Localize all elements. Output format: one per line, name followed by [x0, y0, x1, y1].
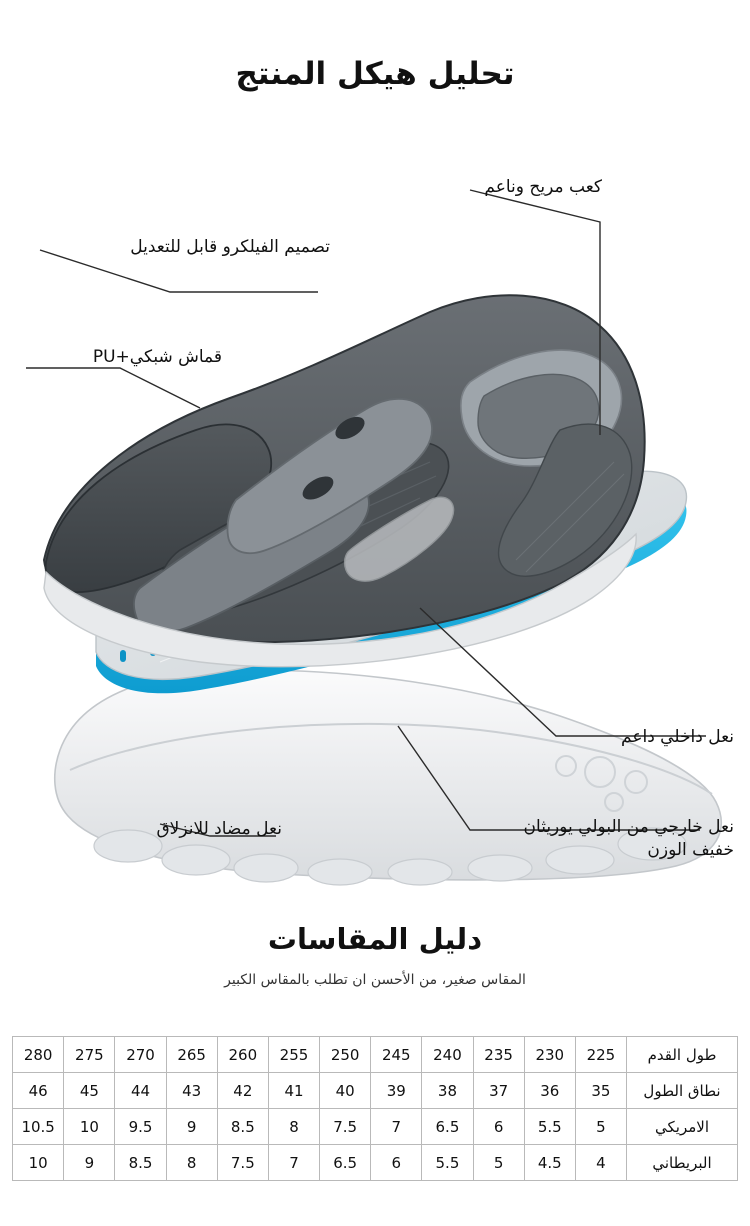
cell: 6 [371, 1145, 422, 1181]
cell: 37 [473, 1073, 524, 1109]
cell: 265 [166, 1037, 217, 1073]
cell: 225 [575, 1037, 626, 1073]
cell: 6.5 [422, 1109, 473, 1145]
size-guide-title: دليل المقاسات [267, 922, 483, 956]
cell: 8.5 [115, 1145, 166, 1181]
callout-outsole: نعل خارجي من البولي يوريثان خفيف الوزن [523, 817, 734, 860]
callout-antislip: نعل مضاد للانزلاق [156, 819, 282, 839]
size-table-wrapper [12, 1036, 738, 1181]
cell: 9 [166, 1109, 217, 1145]
cell: 4.5 [524, 1145, 575, 1181]
cell: 10.5 [13, 1109, 64, 1145]
cell: 230 [524, 1037, 575, 1073]
row-label: الامريكي [627, 1109, 738, 1145]
row-label: نطاق الطول [627, 1073, 738, 1109]
product-illustration [0, 130, 750, 900]
cell: 7.5 [320, 1109, 371, 1145]
cell: 36 [524, 1073, 575, 1109]
leader-material [26, 368, 200, 408]
callout-velcro: تصميم الفيلكرو قابل للتعديل [130, 237, 330, 257]
cell: 10 [13, 1145, 64, 1181]
size-table-body [13, 1037, 738, 1181]
cell: 7.5 [217, 1145, 268, 1181]
shoe-diagram-svg [0, 130, 750, 900]
cell: 42 [217, 1073, 268, 1109]
cell: 270 [115, 1037, 166, 1073]
cell: 260 [217, 1037, 268, 1073]
cell: 7 [371, 1109, 422, 1145]
cell: 6 [473, 1109, 524, 1145]
cell: 44 [115, 1073, 166, 1109]
cell: 5.5 [524, 1109, 575, 1145]
callout-material: قماش شبكي+PU [92, 347, 222, 367]
cell: 250 [320, 1037, 371, 1073]
cell: 5 [473, 1145, 524, 1181]
cell: 245 [371, 1037, 422, 1073]
callout-heel: كعب مريح وناعم [484, 177, 602, 197]
row-label: طول القدم [627, 1037, 738, 1073]
size-table [12, 1036, 738, 1181]
row-label: البريطاني [627, 1145, 738, 1181]
size-guide-subtitle: المقاس صغير، من الأحسن ان تطلب بالمقاس الكبير [224, 972, 526, 988]
cell: 8 [166, 1145, 217, 1181]
cell: 38 [422, 1073, 473, 1109]
cell: 35 [575, 1073, 626, 1109]
cell: 8 [268, 1109, 319, 1145]
cell: 41 [268, 1073, 319, 1109]
cell: 275 [64, 1037, 115, 1073]
cell: 240 [422, 1037, 473, 1073]
cell: 235 [473, 1037, 524, 1073]
page-title: تحليل هيكل المنتج [235, 56, 515, 92]
callout-insole: نعل داخلي داعم [621, 727, 734, 747]
cell: 9 [64, 1145, 115, 1181]
cell: 10 [64, 1109, 115, 1145]
table-row [13, 1073, 738, 1109]
table-row [13, 1037, 738, 1073]
cell: 43 [166, 1073, 217, 1109]
cell: 40 [320, 1073, 371, 1109]
cell: 45 [64, 1073, 115, 1109]
cell: 4 [575, 1145, 626, 1181]
table-row [13, 1109, 738, 1145]
table-row [13, 1145, 738, 1181]
cell: 255 [268, 1037, 319, 1073]
cell: 5.5 [422, 1145, 473, 1181]
cell: 9.5 [115, 1109, 166, 1145]
cell: 5 [575, 1109, 626, 1145]
cell: 46 [13, 1073, 64, 1109]
cell: 280 [13, 1037, 64, 1073]
cell: 39 [371, 1073, 422, 1109]
cell: 6.5 [320, 1145, 371, 1181]
cell: 7 [268, 1145, 319, 1181]
cell: 8.5 [217, 1109, 268, 1145]
